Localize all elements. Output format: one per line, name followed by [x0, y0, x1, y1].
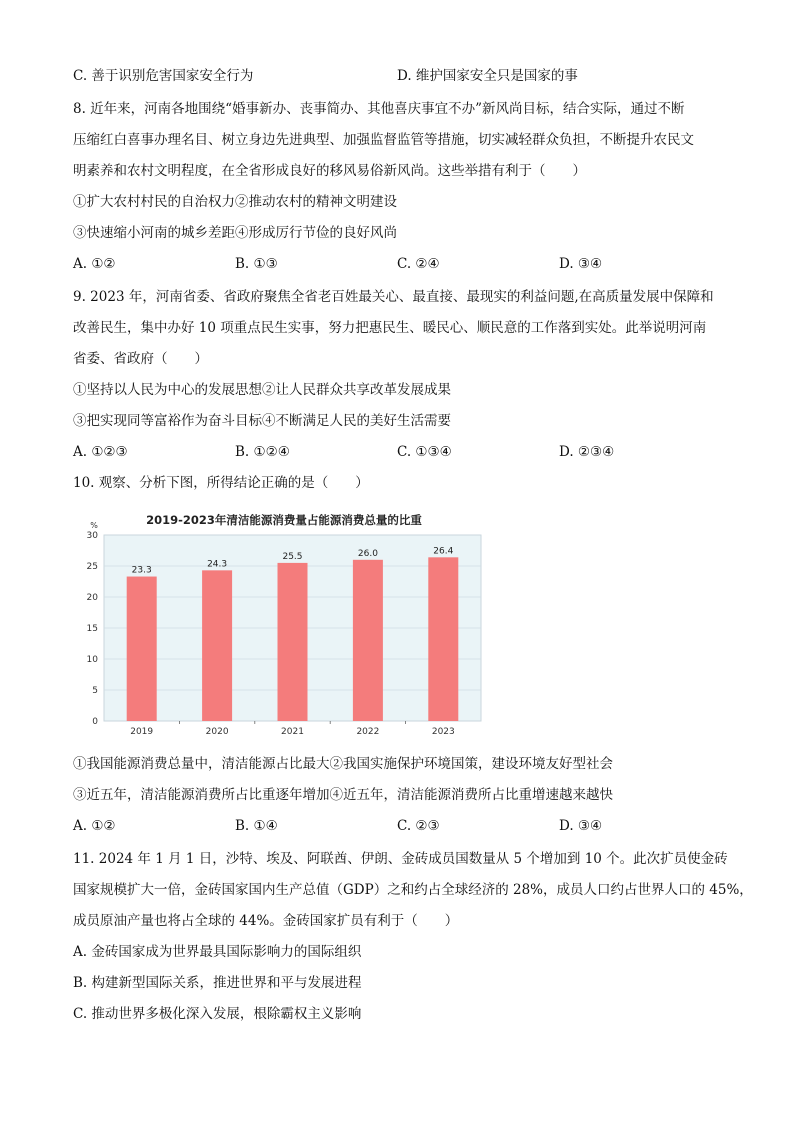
q8-options-row [73, 255, 723, 273]
q11-option-c[interactable]: C. 推动世界多极化深入发展，根除霸权主义影响 [73, 1006, 362, 1022]
bar [127, 577, 157, 721]
y-tick-label: 0 [92, 717, 98, 727]
q9-options-row [73, 443, 723, 461]
q9-stem-line-3: 省委、省政府（ ） [73, 351, 208, 367]
y-tick-label: 20 [86, 593, 98, 603]
q9-stem-line-2: 改善民生，集中办好 10 项重点民生实事，努力把惠民生、暖民心、顺民意的工作落到实处。此举说明河南 [73, 320, 707, 336]
q8-option-b[interactable]: B. ①③ [235, 256, 278, 272]
q9-option-d[interactable]: D. ②③④ [559, 444, 615, 460]
q8-stem-line-1: 8. 近年来，河南各地围绕“婚事新办、丧事简办、其他喜庆事宜不办”新风尚目标，结合实际，通过不断 [73, 101, 685, 117]
y-tick-label: 30 [86, 531, 98, 541]
clean-energy-bar-chart [86, 510, 486, 742]
q10-statement-1: ①我国能源消费总量中，清洁能源占比最大②我国实施保护环境国策，建设环境友好型社会 [73, 756, 613, 772]
q11-stem-line-1: 11. 2024 年 1 月 1 日，沙特、埃及、阿联酋、伊朗、金砖成员国数量从 5 个增加到 10 个。此次扩员使金砖 [73, 851, 728, 867]
q9-stem-line-1: 9. 2023 年，河南省委、省政府聚焦全省老百姓最关心、最直接、最现实的利益问题,在高质量发展中保障和 [73, 289, 714, 305]
q10-option-a[interactable]: A. ①② [73, 818, 116, 834]
q10-options-row [73, 817, 723, 835]
y-tick-label: 5 [92, 686, 98, 696]
q11-option-a[interactable]: A. 金砖国家成为世界最具国际影响力的国际组织 [73, 944, 362, 960]
bar [428, 557, 458, 721]
q9-option-a[interactable]: A. ①②③ [73, 444, 128, 460]
q8-statement-1: ①扩大农村村民的自治权力②推动农村的精神文明建设 [73, 194, 397, 210]
q8-option-d[interactable]: D. ③④ [559, 256, 603, 272]
q8-stem-line-2: 压缩红白喜事办理名目、树立身边先进典型、加强监督监管等措施，切实减轻群众负担，不断提升农民文 [73, 132, 694, 148]
x-tick-label: 2023 [431, 727, 455, 737]
q9-statement-2: ③把实现同等富裕作为奋斗目标④不断满足人民的美好生活需要 [73, 413, 451, 429]
q8-option-a[interactable]: A. ①② [73, 256, 116, 272]
y-axis-unit: % [90, 521, 98, 530]
q8-option-c[interactable]: C. ②④ [397, 256, 440, 272]
q11-option-b[interactable]: B. 构建新型国际关系，推进世界和平与发展进程 [73, 975, 362, 991]
chart-title: 2019-2023年清洁能源消费量占能源消费总量的比重 [146, 513, 422, 527]
q10-option-c[interactable]: C. ②③ [397, 818, 440, 834]
y-tick-label: 10 [86, 655, 98, 665]
q9-statement-1: ①坚持以人民为中心的发展思想②让人民群众共享改革发展成果 [73, 382, 451, 398]
x-tick-label: 2022 [356, 727, 380, 737]
q7-options-row [73, 67, 723, 85]
bar [278, 563, 308, 721]
bar-value-label: 24.3 [207, 559, 228, 570]
bar-value-label: 26.0 [357, 548, 378, 559]
q9-option-b[interactable]: B. ①②④ [235, 444, 290, 460]
y-tick-label: 25 [86, 562, 98, 572]
q10-option-d[interactable]: D. ③④ [559, 818, 603, 834]
q10-option-b[interactable]: B. ①④ [235, 818, 278, 834]
x-tick-label: 2021 [281, 727, 304, 737]
bar-value-label: 26.4 [433, 546, 454, 557]
q10-statement-2: ③近五年，清洁能源消费所占比重逐年增加④近五年，清洁能源消费所占比重增速越来越快 [73, 787, 613, 803]
bar-value-label: 23.3 [131, 565, 152, 576]
q8-statement-2: ③快速缩小河南的城乡差距④形成厉行节俭的良好风尚 [73, 225, 397, 241]
q9-option-c[interactable]: C. ①③④ [397, 444, 452, 460]
q11-stem-line-3: 成员原油产量也将占全球的 44%。金砖国家扩员有利于（ ） [73, 913, 459, 929]
bar [353, 560, 383, 721]
q7-option-d[interactable]: D. 维护国家安全只是国家的事 [397, 68, 578, 84]
q7-option-c[interactable]: C. 善于识别危害国家安全行为 [73, 68, 254, 84]
bar [202, 570, 232, 721]
x-tick-label: 2020 [205, 727, 229, 737]
q10-stem: 10. 观察、分析下图，所得结论正确的是（ ） [73, 475, 369, 491]
q8-stem-line-3: 明素养和农村文明程度，在全省形成良好的移风易俗新风尚。这些举措有利于（ ） [73, 163, 586, 179]
y-tick-label: 15 [86, 624, 98, 634]
x-tick-label: 2019 [130, 727, 154, 737]
bar-value-label: 25.5 [282, 551, 303, 562]
q11-stem-line-2: 国家规模扩大一倍，金砖国家国内生产总值（GDP）之和约占全球经济的 28%，成员人口约占世界人口的 45%， [73, 882, 753, 898]
